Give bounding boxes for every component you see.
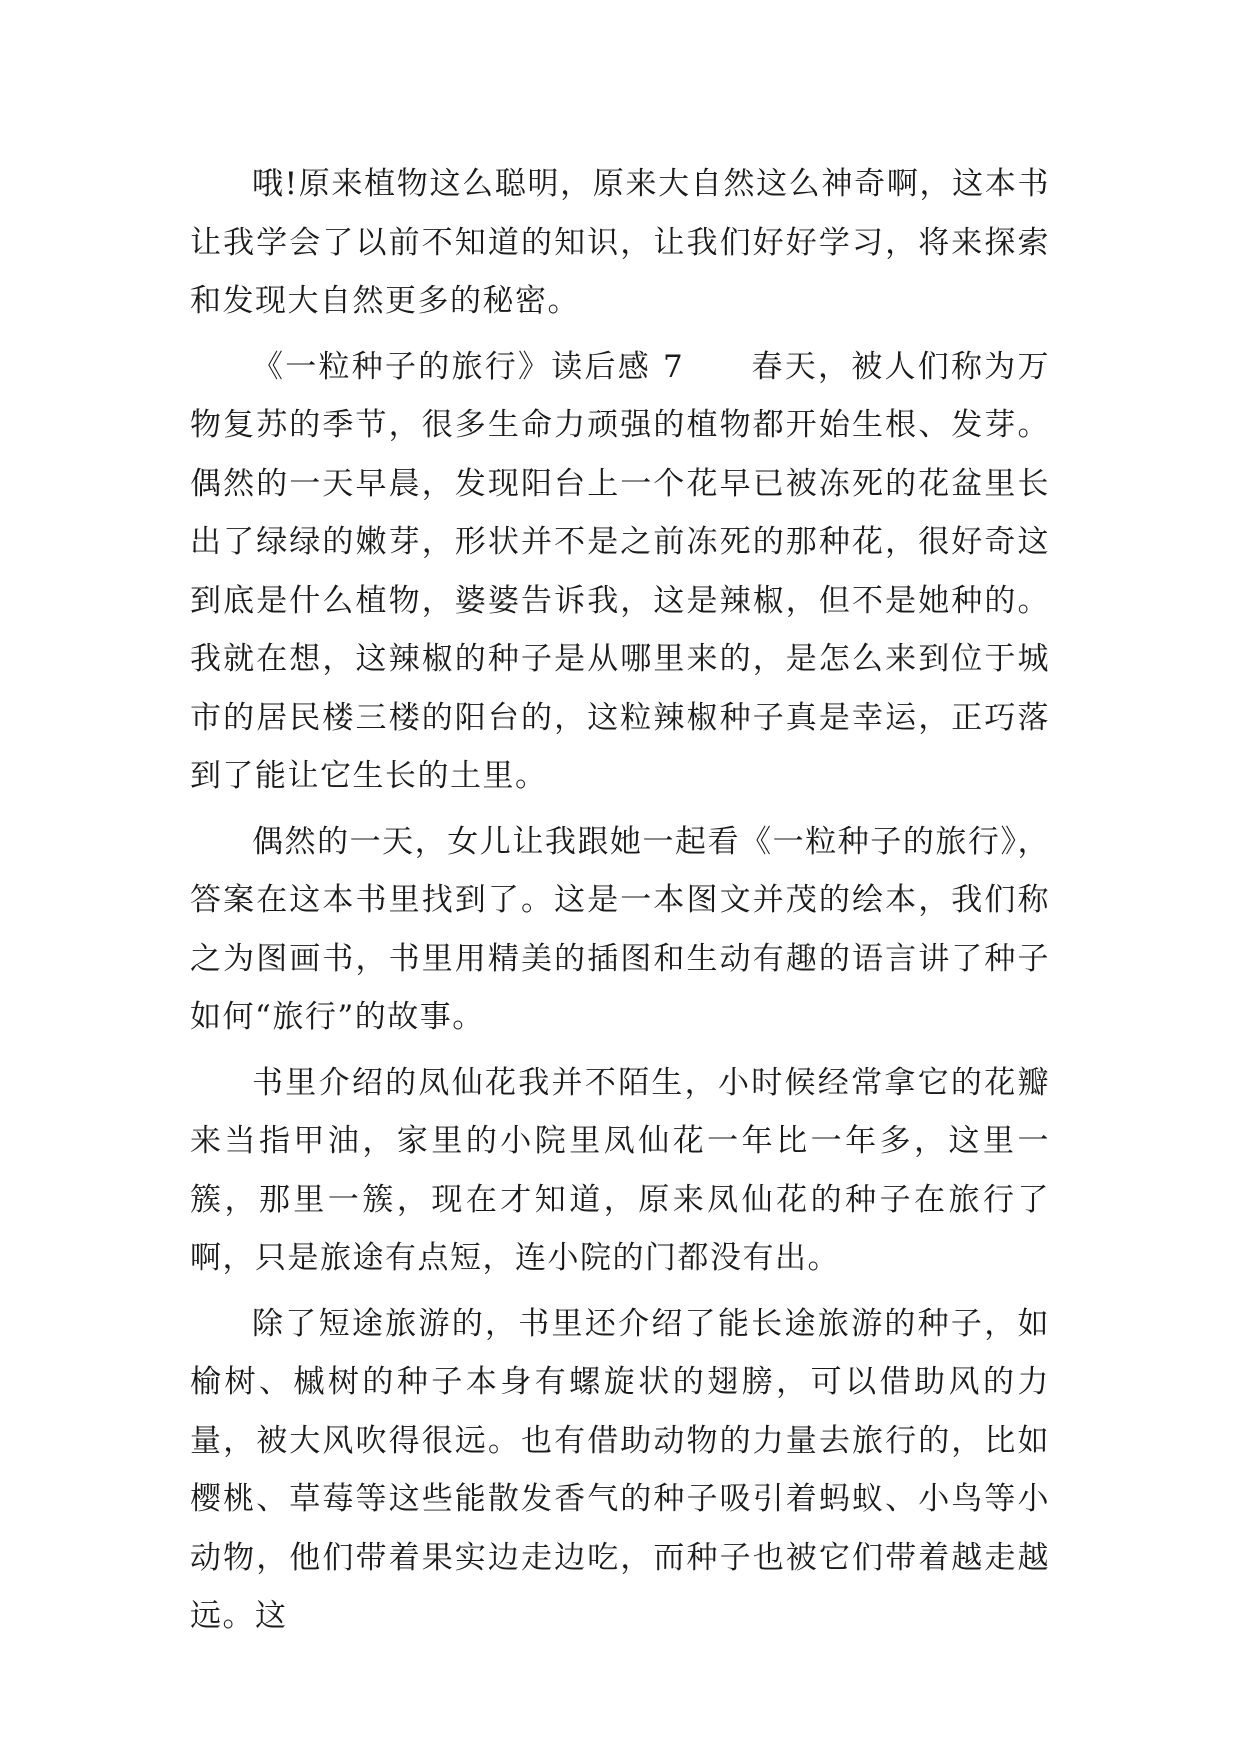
paragraph-balsam-flower: 书里介绍的凤仙花我并不陌生，小时候经常拿它的花瓣来当指甲油，家里的小院里凤仙花一年比一年多，这里一簇，那里一簇，现在才知道，原来凤仙花的种子在旅行了啊，只是旅途有点短，连小院的门都没有出。 (190, 1064, 1050, 1276)
paragraph-long-distance-seeds: 除了短途旅游的，书里还介绍了能长途旅游的种子，如榆树、槭树的种子本身有螺旋状的翅膀，可以借助风的力量，被大风吹得很远。也有借助动物的力量去旅行的，比如樱桃、草莓等这些能散发香气的种子吸引着蚂蚁、小鸟等小动物，他们带着果实边走边吃，而种子也被它们带着越走越远。这 (190, 1305, 1050, 1634)
paragraph-reading-with-daughter: 偶然的一天，女儿让我跟她一起看《一粒种子的旅行》，答案在这本书里找到了。这是一本图文并茂的绘本，我们称之为图画书，书里用精美的插图和生动有趣的语言讲了种子如何“旅行”的故事。 (190, 823, 1050, 1035)
document-body (190, 155, 1050, 1653)
paragraph-essay-7-opening: 《一粒种子的旅行》读后感 7 春天，被人们称为万物复苏的季节，很多生命力顽强的植物都开始生根、发芽。偶然的一天早晨，发现阳台上一个花早已被冻死的花盆里长出了绿绿的嫩芽，形状并不是之前冻死的那种花，很好奇这到底是什么植物，婆婆告诉我，这是辣椒，但不是她种的。我就在想，这辣椒的种子是从哪里来的，是怎么来到位于城市的居民楼三楼的阳台的，这粒辣椒种子真是幸运，正巧落到了能让它生长的土里。 (190, 348, 1050, 794)
paragraph-intro-conclusion: 哦!原来植物这么聪明，原来大自然这么神奇啊，这本书让我学会了以前不知道的知识，让我们好好学习，将来探索和发现大自然更多的秘密。 (190, 166, 1050, 319)
